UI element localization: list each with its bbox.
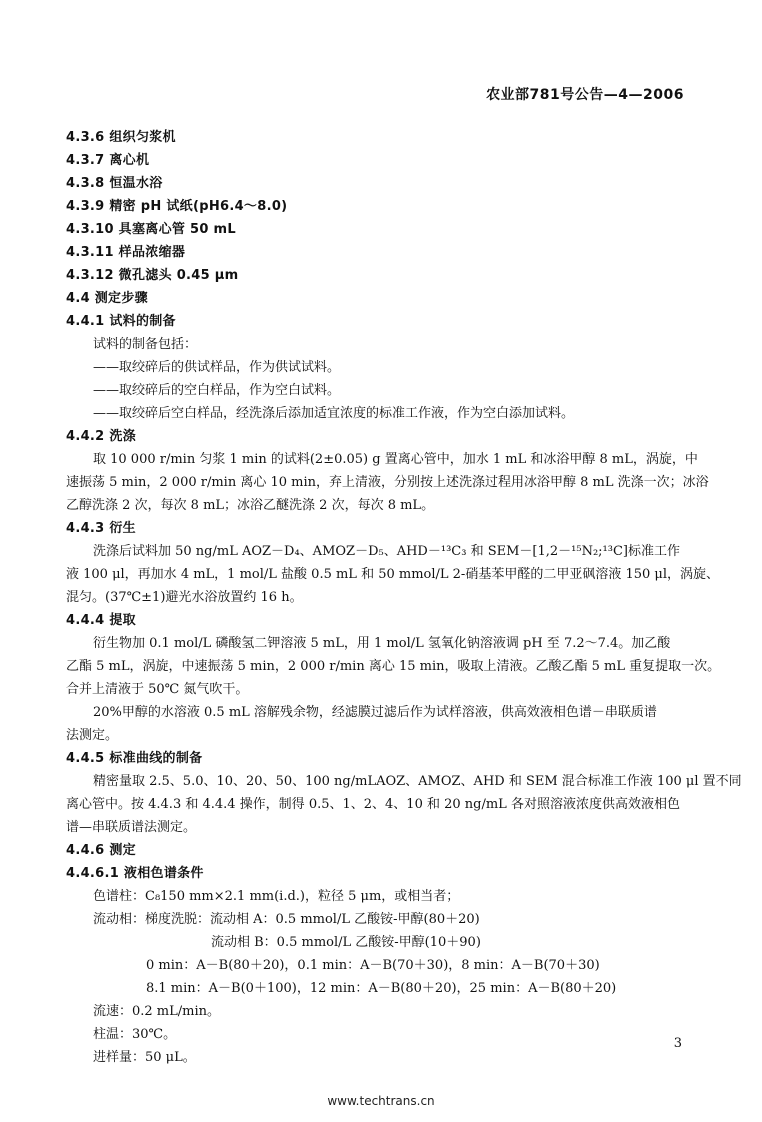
text-line: 速振荡 5 min，2 000 r/min 离心 10 min，弃上清液，分别按上述洗涤过程用冰浴甲醇 8 mL 洗涤一次；冰浴 [66,475,709,490]
text-line: 4.3.7 离心机 [66,153,150,168]
text-line: 4.3.9 精密 pH 试纸(pH6.4～8.0) [66,199,288,214]
text-line: 20%甲醇的水溶液 0.5 mL 溶解残余物，经滤膜过滤后作为试样溶液，供高效液相色谱－串联质谱 [93,705,657,720]
text-line: 0 min：A－B(80＋20)，0.1 min：A－B(70＋30)，8 min：A－B(70＋30) [146,958,600,973]
text-line: 4.3.12 微孔滤头 0.45 μm [66,268,239,283]
text-line: ——取绞碎后的供试样品，作为供试试料。 [93,360,341,375]
text-line: ——取绞碎后的空白样品，作为空白试料。 [93,383,341,398]
document-body [66,126,742,1069]
text-line: 色谱柱：C₈150 mm×2.1 mm(i.d.)，粒径 5 μm，或相当者； [93,889,460,904]
text-line: 4.4.6.1 液相色谱条件 [66,866,204,881]
text-line: 流动相：梯度洗脱：流动相 A：0.5 mmol/L 乙酸铵-甲醇(80＋20) [93,912,480,927]
text-line: 液 100 μl，再加水 4 mL，1 mol/L 盐酸 0.5 mL 和 50 mmol/L 2-硝基苯甲醛的二甲亚砜溶液 150 μl，涡旋、 [66,567,720,582]
text-line: 4.3.10 具塞离心管 50 mL [66,222,236,237]
text-line: 4.4.3 衍生 [66,521,136,536]
text-line: 合并上清液于 50℃ 氮气吹干。 [66,682,249,697]
text-line: 离心管中。按 4.4.3 和 4.4.4 操作，制得 0.5、1、2、4、10 和 20 ng/mL 各对照溶液浓度供高效液相色 [66,797,680,812]
text-line: 4.4.6 测定 [66,843,136,858]
text-line: 流速：0.2 mL/min。 [93,1004,221,1019]
text-line: 4.4.4 提取 [66,613,136,628]
text-line: 流动相 B：0.5 mmol/L 乙酸铵-甲醇(10＋90) [211,935,481,950]
text-line: 试料的制备包括： [93,337,198,352]
text-line: 谱—串联质谱法测定。 [66,820,197,835]
text-line: 法测定。 [66,728,119,743]
text-line: 精密量取 2.5、5.0、10、20、50、100 ng/mLAOZ、AMOZ、AHD 和 SEM 混合标准工作液 100 μl 置不同 [93,774,742,789]
text-line: 乙酯 5 mL，涡旋，中速振荡 5 min，2 000 r/min 离心 15 min，吸取上清液。乙酸乙酯 5 mL 重复提取一次。 [66,659,721,674]
text-line: 混匀。(37℃±1)避光水浴放置约 16 h。 [66,590,303,605]
text-line: ——取绞碎后空白样品，经洗涤后添加适宜浓度的标准工作液，作为空白添加试料。 [93,406,575,421]
text-line: 柱温：30℃。 [93,1027,177,1042]
text-line: 4.3.8 恒温水浴 [66,176,163,191]
text-line: 4.3.11 样品浓缩器 [66,245,186,260]
text-line: 4.3.6 组织匀浆机 [66,130,176,145]
page-number: 3 [673,1036,682,1051]
text-line: 4.4 测定步骤 [66,291,148,306]
footer-url: www.techtrans.cn [327,1094,435,1108]
text-line: 4.4.2 洗涤 [66,429,136,444]
text-line: 洗涤后试料加 50 ng/mL AOZ－D₄、AMOZ－D₅、AHD－¹³C₃ 和 SEM－[1,2－¹⁵N₂;¹³C]标准工作 [93,544,680,559]
text-line: 4.4.1 试料的制备 [66,314,176,329]
text-line: 乙醇洗涤 2 次，每次 8 mL；冰浴乙醚洗涤 2 次，每次 8 mL。 [66,498,435,513]
document-header: 农业部781号公告—4—2006 [486,87,684,103]
text-line: 4.4.5 标准曲线的制备 [66,751,203,766]
text-line: 8.1 min：A－B(0＋100)，12 min：A－B(80＋20)，25 min：A－B(80＋20) [146,981,617,996]
text-line: 进样量：50 μL。 [93,1050,196,1065]
text-line: 取 10 000 r/min 匀浆 1 min 的试料(2±0.05) g 置离心管中，加水 1 mL 和冰浴甲醇 8 mL，涡旋，中 [93,452,698,467]
text-line: 衍生物加 0.1 mol/L 磷酸氢二钾溶液 5 mL，用 1 mol/L 氢氧化钠溶液调 pH 至 7.2～7.4。加乙酸 [93,636,671,651]
